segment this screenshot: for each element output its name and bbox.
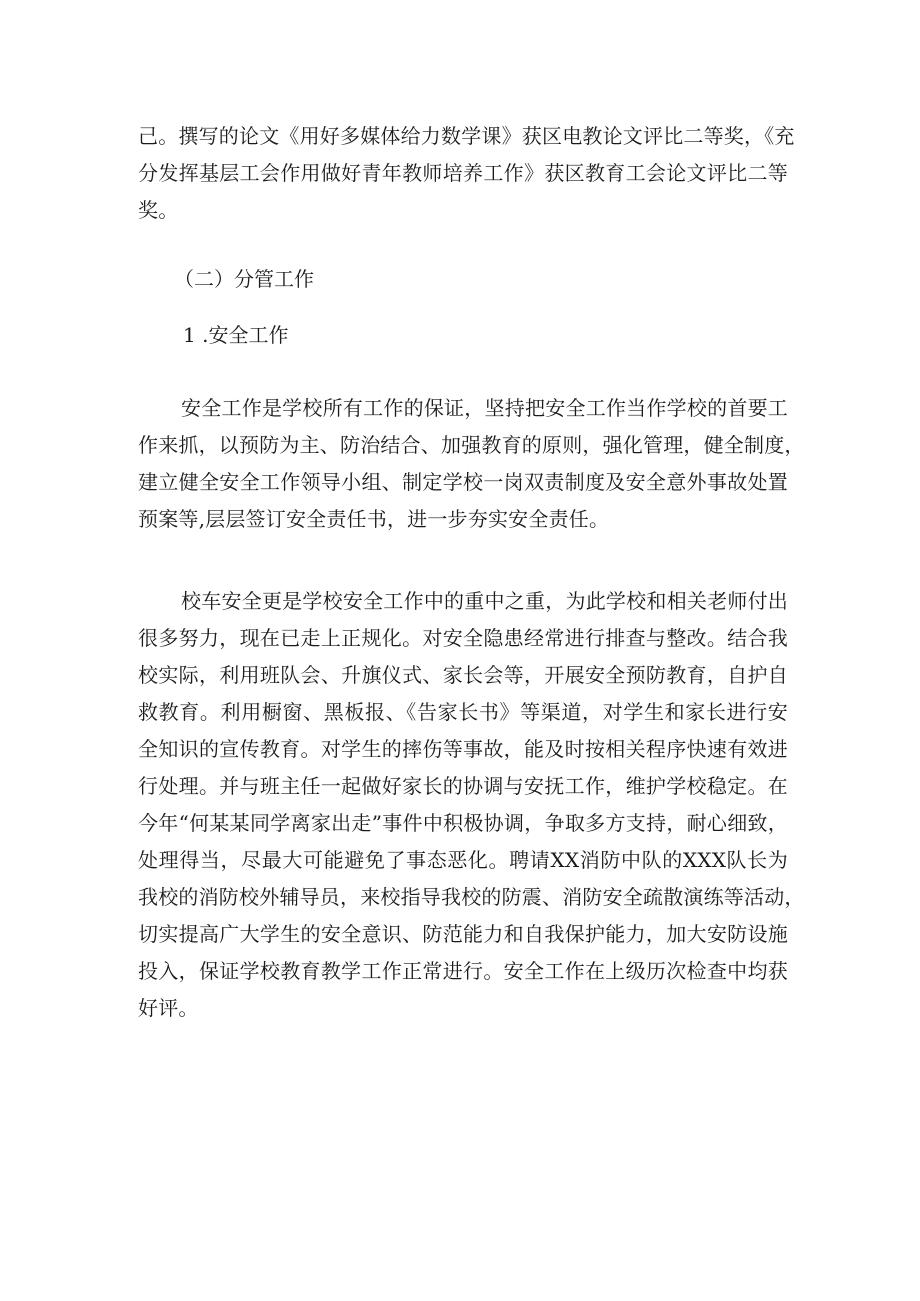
text-line: 我校的消防校外辅导员，来校指导我校的防震、消防安全疏散演练等活动， — [138, 885, 805, 909]
paragraph-awards — [138, 118, 795, 229]
text-line: 校车安全更是学校安全工作中的重中之重，为此学校和相关老师付出 — [181, 589, 788, 613]
text-line: 行处理。并与班主任一起做好家长的协调与安抚工作，维护学校稳定。在 — [138, 774, 788, 798]
text-line: 奖。 — [138, 198, 179, 222]
text-line: 投入，保证学校教育教学工作正常进行。安全工作在上级历次检查中均获 — [138, 959, 788, 983]
text-line: 己。撰写的论文《用好多媒体给力数学课》获区电教论文评比二等奖，《充 — [138, 124, 795, 148]
text-line: 救教育。利用橱窗、黑板报、《告家长书》等渠道，对学生和家长进行安 — [138, 700, 788, 724]
text-line: 分发挥基层工会作用做好青年教师培养工作》获区教育工会论文评比二等 — [138, 161, 788, 185]
text-line: 安全工作是学校所有工作的保证，坚持把安全工作当作学校的首要工 — [181, 396, 788, 420]
paragraph-school-bus — [138, 583, 805, 1027]
text-line: 好评。 — [138, 996, 199, 1020]
subsection-heading: 1 .安全工作 — [183, 323, 289, 347]
text-line: 建立健全安全工作领导小组、制定学校一岗双责制度及安全意外事故处置 — [138, 470, 788, 494]
text-line: 预案等,层层签订安全责任书，进一步夯实安全责任。 — [138, 507, 610, 531]
text-line: 全知识的宣传教育。对学生的摔伤等事故，能及时按相关程序快速有效进 — [138, 737, 788, 761]
text-line: 很多努力，现在已走上正规化。对安全隐患经常进行排查与整改。结合我 — [138, 626, 788, 650]
text-line: 切实提高广大学生的安全意识、防范能力和自我保护能力，加大安防设施 — [138, 922, 788, 946]
section-heading: （二）分管工作 — [174, 267, 314, 291]
text-line: 作来抓，以预防为主、防治结合、加强教育的原则，强化管理，健全制度， — [138, 433, 805, 457]
paragraph-safety — [138, 390, 805, 538]
text-line: 校实际，利用班队会、升旗仪式、家长会等，开展安全预防教育，自护自 — [138, 663, 788, 687]
text-line: 今年“何某某同学离家出走”事件中积极协调，争取多方支持，耐心细致， — [138, 811, 788, 835]
text-line: 处理得当，尽最大可能避免了事态恶化。聘请XX消防中队的XXX队长为 — [138, 848, 788, 872]
